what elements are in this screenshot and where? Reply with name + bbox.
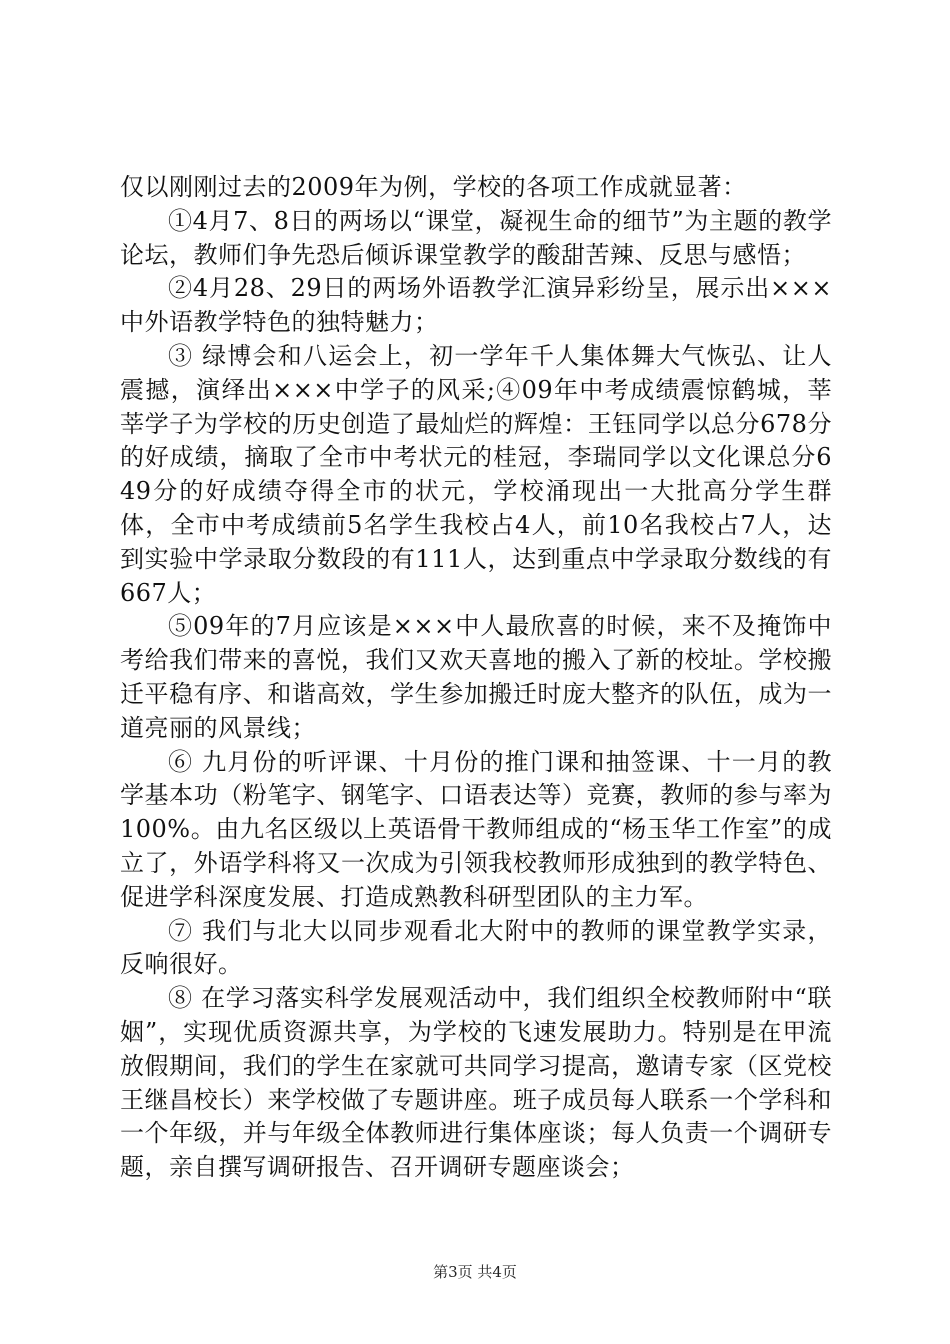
paragraph-item-2: ②4月28、29日的两场外语教学汇演异彩纷呈，展示出×××中外语教学特色的独特魅力； (120, 274, 832, 337)
paragraph-item-3-4: ③ 绿博会和八运会上，初一学年千人集体舞大气恢弘、让人震撼，演绎出×××中学子的风采;④09年中考成绩震惊鹤城，莘莘学子为学校的历史创造了最灿烂的辉煌：王钰同学以总分678分的好成绩，摘取了全市中考状元的桂冠，李瑞同学以文化课总分649分的好成绩夺得全市的状元，学校涌现出一大批高分学生群体，全市中考成绩前5名学生我校占4人，前10名我校占7人，达到实验中学录取分数段的有111人，达到重点中学录取分数线的有667人； (120, 341, 832, 607)
document-body (120, 171, 832, 1185)
paragraph-item-7: ⑦ 我们与北大以同步观看北大附中的教师的课堂教学实录，反响很好。 (120, 916, 832, 979)
paragraph-intro: 仅以刚刚过去的2009年为例，学校的各项工作成就显著： (120, 173, 747, 201)
paragraph-item-5: ⑤09年的7月应该是×××中人最欣喜的时候，来不及掩饰中考给我们带来的喜悦，我们又欢天喜地的搬入了新的校址。学校搬迁平稳有序、和谐高效，学生参加搬迁时庞大整齐的队伍，成为一道亮丽的风景线； (120, 612, 832, 742)
paragraph-item-6: ⑥ 九月份的听评课、十月份的推门课和抽签课、十一月的教学基本功（粉笔字、钢笔字、口语表达等）竞赛，教师的参与率为100%。由九名区级以上英语骨干教师组成的“杨玉华工作室”的成立了，外语学科将又一次成为引领我校教师形成独到的教学特色、促进学科深度发展、打造成熟教科研型团队的主力军。 (120, 747, 832, 911)
paragraph-item-1: ①4月7、8日的两场以“课堂，凝视生命的细节”为主题的教学论坛，教师们争先恐后倾诉课堂教学的酸甜苦辣、反思与感悟； (120, 206, 832, 269)
page-number-label: 第3页 共4页 (433, 1263, 517, 1281)
paragraph-item-8: ⑧ 在学习落实科学发展观活动中，我们组织全校教师附中“联姻”，实现优质资源共享，为学校的飞速发展助力。特别是在甲流放假期间，我们的学生在家就可共同学习提高，邀请专家（区党校王继昌校长）来学校做了专题讲座。班子成员每人联系一个学科和一个年级，并与年级全体教师进行集体座谈；每人负责一个调研专题，亲自撰写调研报告、召开调研专题座谈会； (120, 984, 832, 1182)
page-footer (0, 1262, 950, 1282)
